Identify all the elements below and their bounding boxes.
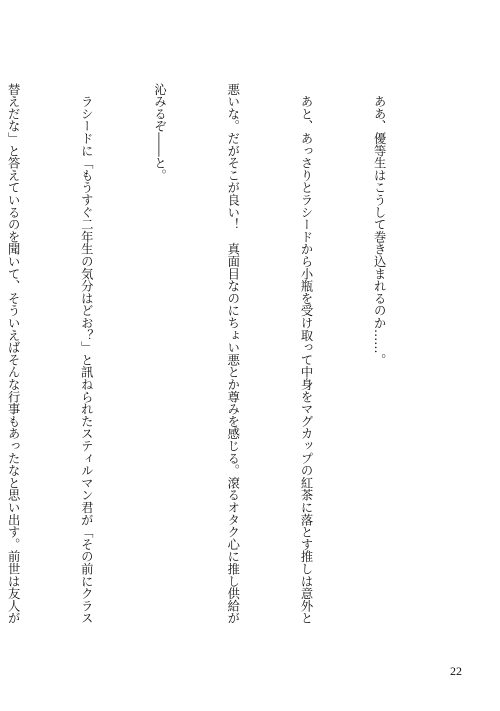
text-line-1: ああ、優等生はこうして巻き込まれるのか……。 [372,83,387,366]
body-text [0,83,440,673]
text-line-5: ラシードに「もうすぐ二年生の気分はどお？」と訊ねられたスティルマン君が「その前にクラス [79,83,94,625]
text-line-4: 沁みるぞ――と。 [152,83,167,182]
text-line-3: 悪いな。だがそこが良い！ 真面目なのにちょい悪とか尊みを感じる。滾るオタク心に推し供給が [225,83,240,625]
page-number: 22 [450,664,462,678]
text-line-6: 替えだな」と答えているのを聞いて、そういえばそんな行事もあったなと思い出す。前世は友人が [6,83,21,625]
text-line-2: あと、あっさりとラシードから小瓶を受け取って中身をマグカップの紅茶に落とす推しは意外と [298,83,313,625]
